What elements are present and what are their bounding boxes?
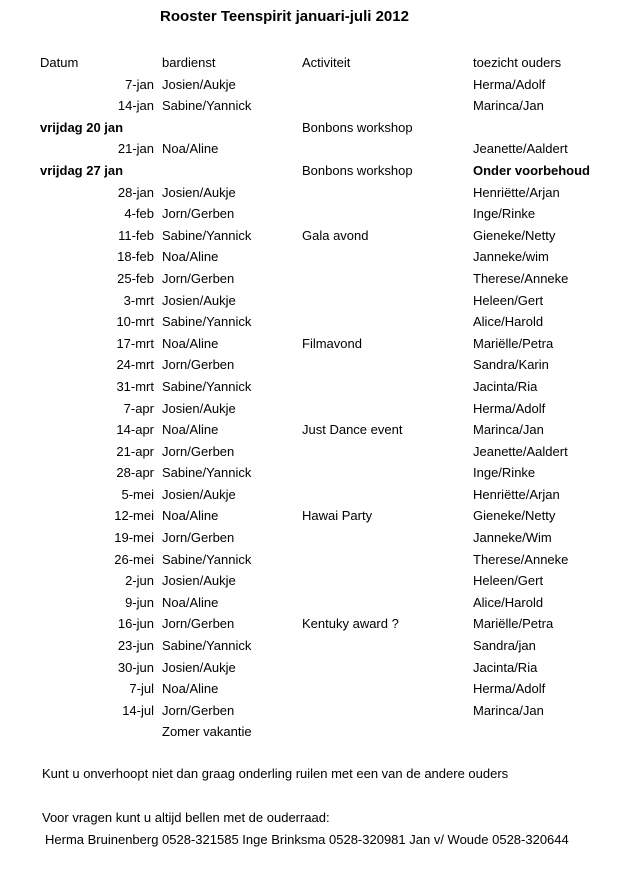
cell-bardienst: Jorn/Gerben xyxy=(162,702,235,718)
cell-activiteit xyxy=(302,570,473,592)
cell-activiteit xyxy=(302,527,473,549)
table-row xyxy=(40,268,623,290)
cell-datum: 2-jun xyxy=(125,573,154,589)
header-toezicht: toezicht ouders xyxy=(473,55,562,70)
cell-bardienst: Jorn/Gerben xyxy=(162,530,235,546)
cell-toezicht: Alice/Harold xyxy=(473,314,544,330)
cell-bardienst: Sabine/Yannick xyxy=(162,638,252,654)
table-row xyxy=(40,527,623,549)
cell-datum: 5-mei xyxy=(121,486,154,502)
cell-toezicht: Sandra/Karin xyxy=(473,357,549,373)
cell-bardienst: Jorn/Gerben xyxy=(162,443,235,459)
cell-datum: 14-apr xyxy=(116,422,154,438)
cell-bardienst: Sabine/Yannick xyxy=(162,378,252,394)
cell-datum: 30-jun xyxy=(117,659,154,675)
cell-activiteit xyxy=(302,398,473,420)
footer-contacts: Herma Bruinenberg 0528-321585 Inge Brinksma 0528-320981 Jan v/ Woude 0528-320644 xyxy=(45,832,569,847)
cell-datum: 11-feb xyxy=(118,227,154,243)
cell-toezicht: Jacinta/Ria xyxy=(473,378,538,394)
cell-bardienst: Jorn/Gerben xyxy=(162,616,235,632)
table-row xyxy=(40,549,623,571)
cell-activiteit xyxy=(302,268,473,290)
cell-activiteit xyxy=(302,592,473,614)
cell-activiteit: Gala avond xyxy=(302,227,369,243)
cell-datum: 19-mei xyxy=(114,530,154,546)
cell-bardienst: Sabine/Yannick xyxy=(162,227,252,243)
cell-toezicht: Marinca/Jan xyxy=(473,702,544,718)
cell-toezicht: Janneke/wim xyxy=(473,249,549,265)
cell-activiteit xyxy=(302,484,473,506)
table-row xyxy=(40,613,623,635)
table-row xyxy=(40,290,623,312)
table-row xyxy=(40,462,623,484)
cell-toezicht: Mariëlle/Petra xyxy=(473,616,554,632)
cell-activiteit xyxy=(302,246,473,268)
cell-toezicht: Heleen/Gert xyxy=(473,292,544,308)
cell-toezicht: Marinca/Jan xyxy=(473,422,544,438)
cell-toezicht: Gieneke/Netty xyxy=(473,227,556,243)
cell-bardienst: Josien/Aukje xyxy=(162,184,236,200)
cell-datum: 7-jan xyxy=(125,76,154,92)
cell-datum: 3-mrt xyxy=(123,292,154,308)
table-row xyxy=(40,246,623,268)
cell-bardienst: Jorn/Gerben xyxy=(162,270,235,286)
cell-activiteit xyxy=(302,182,473,204)
table-row xyxy=(40,441,623,463)
header-activiteit: Activiteit xyxy=(302,55,351,70)
cell-activiteit: Filmavond xyxy=(302,335,362,351)
cell-toezicht: Inge/Rinke xyxy=(473,465,536,481)
header-row xyxy=(40,52,623,74)
cell-bardienst: Sabine/Yannick xyxy=(162,551,252,567)
cell-bardienst: Jorn/Gerben xyxy=(162,357,235,373)
cell-datum: 4-feb xyxy=(124,206,154,222)
cell-activiteit xyxy=(302,549,473,571)
cell-toezicht: Henriëtte/Arjan xyxy=(473,486,560,502)
cell-bardienst: Sabine/Yannick xyxy=(162,314,252,330)
cell-activiteit: Just Dance event xyxy=(302,422,403,438)
cell-activiteit: Bonbons workshop xyxy=(302,119,413,135)
table-row xyxy=(40,333,623,355)
cell-toezicht xyxy=(473,117,623,139)
cell-toezicht: Herma/Adolf xyxy=(473,681,546,697)
table-row xyxy=(40,311,623,333)
cell-activiteit xyxy=(302,700,473,722)
cell-activiteit xyxy=(302,721,473,743)
table-row xyxy=(40,117,623,139)
cell-bardienst: Noa/Aline xyxy=(162,335,219,351)
cell-datum: 14-jul xyxy=(122,702,154,718)
table-row xyxy=(40,138,623,160)
cell-bardienst: Noa/Aline xyxy=(162,249,219,265)
table-row xyxy=(40,678,623,700)
cell-datum: 23-jun xyxy=(117,638,154,654)
cell-bardienst xyxy=(162,117,302,139)
cell-datum: 25-feb xyxy=(117,270,154,286)
cell-datum: 26-mei xyxy=(114,551,154,567)
cell-datum: 10-mrt xyxy=(116,314,154,330)
cell-datum: 14-jan xyxy=(117,98,154,114)
cell-bardienst: Josien/Aukje xyxy=(162,76,236,92)
cell-activiteit xyxy=(302,657,473,679)
footer-note: Kunt u onverhoopt niet dan graag onderling ruilen met een van de andere ouders xyxy=(42,766,509,781)
table-row xyxy=(40,635,623,657)
cell-activiteit xyxy=(302,376,473,398)
cell-activiteit xyxy=(302,95,473,117)
table-row xyxy=(40,657,623,679)
table-row xyxy=(40,160,623,182)
table-row xyxy=(40,398,623,420)
cell-toezicht: Sandra/jan xyxy=(473,638,536,654)
cell-toezicht: Jeanette/Aaldert xyxy=(473,141,568,157)
cell-datum: 16-jun xyxy=(117,616,154,632)
table-row xyxy=(40,225,623,247)
cell-activiteit xyxy=(302,441,473,463)
cell-bardienst: Josien/Aukje xyxy=(162,659,236,675)
cell-datum: 21-apr xyxy=(116,443,154,459)
cell-datum: 28-apr xyxy=(116,465,154,481)
cell-datum: 9-jun xyxy=(125,594,154,610)
cell-datum: vrijdag 20 jan xyxy=(40,119,124,135)
cell-bardienst: Noa/Aline xyxy=(162,594,219,610)
cell-activiteit xyxy=(302,203,473,225)
cell-datum: 7-jul xyxy=(129,681,154,697)
cell-toezicht xyxy=(473,721,623,743)
cell-datum: 31-mrt xyxy=(116,378,154,394)
cell-activiteit xyxy=(302,354,473,376)
cell-bardienst: Noa/Aline xyxy=(162,681,219,697)
cell-datum: 21-jan xyxy=(117,141,154,157)
cell-bardienst: Noa/Aline xyxy=(162,141,219,157)
table-row xyxy=(40,182,623,204)
cell-activiteit xyxy=(302,678,473,700)
cell-activiteit: Kentuky award ? xyxy=(302,616,399,632)
cell-toezicht: Onder voorbehoud xyxy=(473,162,590,178)
cell-activiteit xyxy=(302,462,473,484)
table-row xyxy=(40,592,623,614)
table-row xyxy=(40,484,623,506)
cell-bardienst: Zomer vakantie xyxy=(162,724,252,740)
cell-bardienst: Noa/Aline xyxy=(162,508,219,524)
cell-activiteit xyxy=(302,290,473,312)
cell-bardienst: Jorn/Gerben xyxy=(162,206,235,222)
cell-datum: 7-apr xyxy=(123,400,154,416)
cell-activiteit xyxy=(302,635,473,657)
cell-toezicht: Jeanette/Aaldert xyxy=(473,443,568,459)
cell-datum: 17-mrt xyxy=(116,335,154,351)
cell-activiteit: Hawai Party xyxy=(302,508,373,524)
table-row xyxy=(40,700,623,722)
cell-datum: 12-mei xyxy=(114,508,154,524)
table-row xyxy=(40,721,623,743)
cell-activiteit xyxy=(302,74,473,96)
cell-activiteit: Bonbons workshop xyxy=(302,162,413,178)
footer-contact-intro: Voor vragen kunt u altijd bellen met de ouderraad: xyxy=(42,810,330,825)
cell-toezicht: Jacinta/Ria xyxy=(473,659,538,675)
cell-toezicht: Therese/Anneke xyxy=(473,551,569,567)
cell-bardienst: Josien/Aukje xyxy=(162,486,236,502)
cell-datum xyxy=(40,721,162,743)
cell-datum: vrijdag 27 jan xyxy=(40,162,124,178)
cell-toezicht: Alice/Harold xyxy=(473,594,544,610)
cell-toezicht: Herma/Adolf xyxy=(473,76,546,92)
table-row xyxy=(40,354,623,376)
cell-toezicht: Gieneke/Netty xyxy=(473,508,556,524)
cell-bardienst xyxy=(162,160,302,182)
cell-bardienst: Josien/Aukje xyxy=(162,573,236,589)
table-row xyxy=(40,203,623,225)
cell-toezicht: Heleen/Gert xyxy=(473,573,544,589)
cell-bardienst: Noa/Aline xyxy=(162,422,219,438)
page-title: Rooster Teenspirit januari-juli 2012 xyxy=(160,8,409,25)
cell-bardienst: Josien/Aukje xyxy=(162,292,236,308)
table-row xyxy=(40,419,623,441)
cell-toezicht: Inge/Rinke xyxy=(473,206,536,222)
cell-datum: 28-jan xyxy=(117,184,154,200)
cell-toezicht: Marinca/Jan xyxy=(473,98,544,114)
cell-datum: 24-mrt xyxy=(116,357,154,373)
table-row xyxy=(40,570,623,592)
table-row xyxy=(40,95,623,117)
cell-toezicht: Herma/Adolf xyxy=(473,400,546,416)
cell-activiteit xyxy=(302,311,473,333)
cell-bardienst: Sabine/Yannick xyxy=(162,465,252,481)
cell-datum: 18-feb xyxy=(117,249,154,265)
cell-toezicht: Henriëtte/Arjan xyxy=(473,184,560,200)
cell-toezicht: Therese/Anneke xyxy=(473,270,569,286)
table-row xyxy=(40,505,623,527)
cell-bardienst: Josien/Aukje xyxy=(162,400,236,416)
schedule-table xyxy=(40,52,623,743)
header-datum: Datum xyxy=(40,55,79,70)
cell-activiteit xyxy=(302,138,473,160)
cell-bardienst: Sabine/Yannick xyxy=(162,98,252,114)
cell-toezicht: Janneke/Wim xyxy=(473,530,552,546)
header-bardienst: bardienst xyxy=(162,55,216,70)
table-row xyxy=(40,74,623,96)
cell-toezicht: Mariëlle/Petra xyxy=(473,335,554,351)
table-row xyxy=(40,376,623,398)
